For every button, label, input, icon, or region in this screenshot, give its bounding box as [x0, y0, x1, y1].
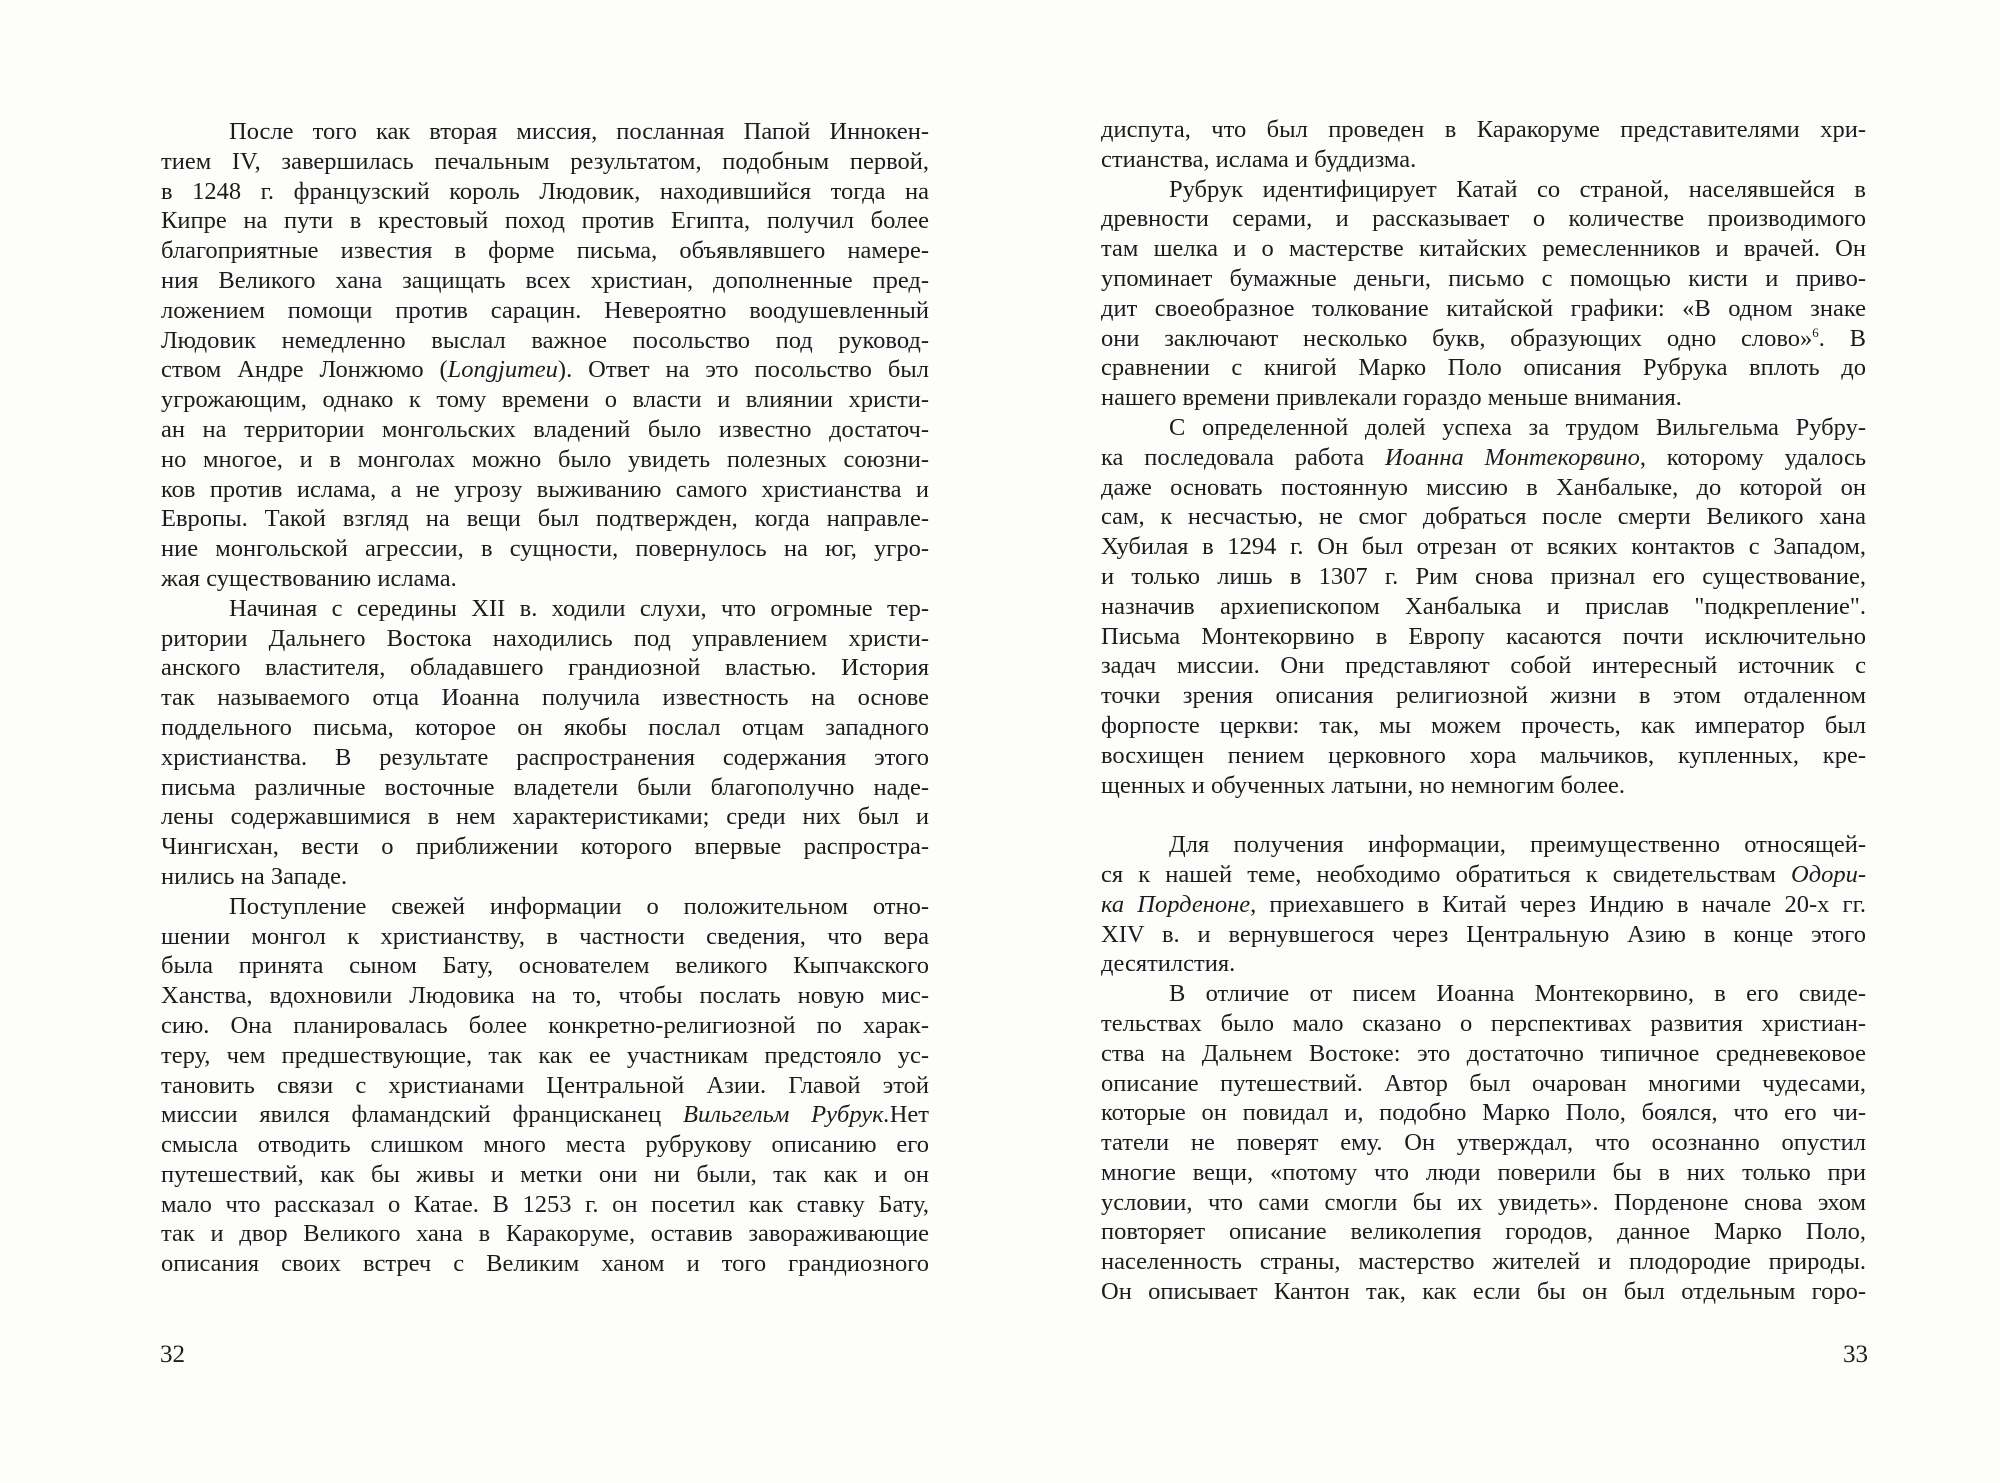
text-line: [161, 147, 929, 177]
text-run: Европы. Такой взгляд на вещи был подтвержден, когда направле-: [161, 505, 929, 533]
text-line: [161, 743, 929, 773]
text-run: описание путешествий. Автор был очарован многими чудесами,: [1101, 1069, 1866, 1097]
text-run: ние монгольской агрессии, в сущности, повернулось на юг, угро-: [161, 535, 929, 563]
text-line: [161, 951, 929, 981]
text-run: которые он повидал и, подобно Марко Поло, боялся, что его чи-: [1101, 1099, 1866, 1127]
text-run: нашего времени привлекали гораздо меньше внимания.: [1101, 384, 1682, 412]
text-line: [161, 385, 929, 415]
text-run: шении монгол к христианству, в частности сведения, что вера: [161, 922, 929, 950]
italic-name: Вильгельм Рубрук.: [683, 1101, 890, 1129]
text-line: [161, 653, 929, 683]
text-run: мало что рассказал о Катае. В 1253 г. он посетил как ставку Бату,: [161, 1190, 929, 1218]
text-line: [1101, 920, 1866, 950]
text-run: так и двор Великого хана в Каракоруме, оставив завораживающие: [161, 1220, 929, 1248]
text-run: Чингисхан, вести о приближении которого впервые распростра-: [161, 833, 929, 861]
text-line: [161, 981, 929, 1011]
text-run: ка последовала работа: [1101, 443, 1385, 471]
text-line: [1101, 1069, 1866, 1099]
text-run: , приехавшего в Китай через Индию в начале 20-х гг.: [1250, 890, 1866, 918]
text-line: [161, 355, 929, 385]
text-line: [1101, 502, 1866, 532]
text-run: После того как вторая миссия, посланная Папой Иннокен-: [229, 118, 929, 145]
text-run: Ханства, вдохновили Людовика на то, чтобы послать новую мис-: [161, 982, 929, 1010]
text-run: точки зрения описания религиозной жизни в этом отдаленном: [1101, 682, 1866, 710]
text-run: жая существованию ислама.: [161, 564, 457, 592]
text-line: [1101, 1158, 1866, 1188]
text-line: [1101, 145, 1866, 175]
text-line: [161, 177, 929, 207]
italic-name: Одори-: [1791, 860, 1866, 888]
text-line: [1101, 204, 1866, 234]
text-run: многие вещи, «потому что люди поверили бы в них только при: [1101, 1158, 1866, 1186]
text-line: [1101, 264, 1866, 294]
text-run: повторяет описание великолепия городов, данное Марко Поло,: [1101, 1218, 1866, 1246]
text-line: [161, 534, 929, 564]
text-run: назначив архиепископом Ханбалыка и прислав "подкрепление".: [1101, 592, 1866, 620]
text-run: дит своеобразное толкование китайской графики: «В одном знаке: [1101, 294, 1866, 322]
text-run: Начиная с середины XII в. ходили слухи, что огромные тер-: [229, 594, 929, 622]
text-line: [161, 862, 929, 892]
text-line: [1101, 562, 1866, 592]
text-run: татели не поверят ему. Он утверждал, что осознанно опустил: [1101, 1129, 1866, 1157]
text-run: С определенной долей успеха за трудом Вильгельма Рубру-: [1169, 413, 1866, 441]
text-run: поддельного письма, которое он якобы послал отцам западного: [161, 713, 929, 741]
text-line: [1101, 949, 1866, 979]
text-line: [1101, 651, 1866, 681]
text-run: теру, чем предшествующие, так как ее участникам предстояло ус-: [161, 1041, 929, 1069]
text-line: [1101, 1039, 1866, 1069]
text-run: была принята сыном Бату, основателем великого Кыпчакского: [161, 952, 929, 980]
text-run: они заключают несколько букв, образующих одно слово»: [1101, 324, 1813, 352]
text-run: ся к нашей теме, необходимо обратиться к свидетельствам: [1101, 860, 1791, 888]
text-run: ния Великого хана защищать всех христиан, дополненные пред-: [161, 266, 929, 294]
text-run: письма различные восточные владетели были благополучно наде-: [161, 773, 929, 801]
text-line: [1101, 1128, 1866, 1158]
text-line: [161, 594, 929, 624]
text-line: [1101, 383, 1866, 413]
text-run: сравнении с книгой Марко Поло описания Рубрука вплоть до: [1101, 354, 1866, 382]
text-run: древности серами, и рассказывает о количестве производимого: [1101, 205, 1866, 233]
text-line: [1101, 1217, 1866, 1247]
text-run: стианства, ислама и буддизма.: [1101, 145, 1417, 173]
text-line: [1101, 473, 1866, 503]
text-run: угрожающим, однако к тому времени о власти и влиянии христи-: [161, 386, 929, 414]
text-line: [161, 624, 929, 654]
text-line: [161, 475, 929, 505]
text-line: [161, 892, 929, 922]
italic-name: Longjumeu: [447, 356, 558, 384]
text-run: тановить связи с христианами Центральной Азии. Главой этой: [161, 1071, 929, 1099]
text-line: [161, 415, 929, 445]
text-run: тельствах было мало сказано о перспективах развития христиан-: [1101, 1009, 1866, 1037]
text-line: [161, 236, 929, 266]
text-run: ложением помощи против сарацин. Невероятно воодушевленный: [161, 296, 929, 324]
text-run: восхищен пением церковного хора мальчиков, купленных, кре-: [1101, 741, 1866, 769]
page-number-right: 33: [1843, 1341, 1868, 1368]
italic-name: Иоанна Монтекорвино: [1384, 443, 1640, 471]
text-line: [1101, 592, 1866, 622]
paragraph-gap: [1101, 800, 1866, 830]
text-line: [1101, 1009, 1866, 1039]
text-line: [1101, 234, 1866, 264]
text-line: [161, 266, 929, 296]
text-line: [161, 504, 929, 534]
italic-name: ка Порденоне: [1101, 890, 1251, 918]
text-line: [161, 802, 929, 832]
text-line: [161, 296, 929, 326]
text-run: описания своих встреч с Великим ханом и того грандиозного: [161, 1250, 929, 1278]
text-line: [161, 445, 929, 475]
text-line: [1101, 771, 1866, 801]
text-line: [1101, 622, 1866, 652]
text-line: [1101, 1098, 1866, 1128]
text-line: [161, 1011, 929, 1041]
text-line: [1101, 115, 1866, 145]
text-run: нились на Западе.: [161, 862, 348, 890]
footnote-marker: 6: [1812, 324, 1819, 340]
text-run: Рубрук идентифицирует Катай со страной, населявшейся в: [1169, 175, 1866, 203]
text-run: задач миссии. Они представляют собой интересный источник с: [1101, 652, 1866, 680]
text-run: христианства. В результате распространения содержания этого: [161, 743, 929, 771]
text-line: [1101, 979, 1866, 1009]
text-line: [161, 1219, 929, 1249]
text-line: [161, 117, 929, 147]
left-page-text: [161, 117, 929, 1279]
text-run: лены содержавшимися в нем характеристиками; среди них был и: [161, 803, 929, 831]
text-run: Он описывает Кантон так, как если бы он был отдельным горо-: [1101, 1278, 1866, 1306]
text-run: благоприятные известия в форме письма, объявлявшего намере-: [161, 237, 929, 265]
text-line: [1101, 532, 1866, 562]
text-line: [1101, 294, 1866, 324]
text-run: В отличие от писем Иоанна Монтекорвино, в его свиде-: [1169, 980, 1866, 1008]
text-line: [161, 1041, 929, 1071]
text-run: диспута, что был проведен в Каракоруме представителями хри-: [1101, 116, 1866, 143]
text-run: ). Ответ на это посольство был: [557, 356, 929, 384]
text-run: десятилстия.: [1101, 950, 1236, 978]
text-run: Поступление свежей информации о положительном отно-: [229, 892, 929, 920]
text-run: щенных и обученных латыни, но немногим более.: [1101, 771, 1626, 799]
text-run: упоминает бумажные деньги, письмо с помощью кисти и приво-: [1101, 264, 1866, 292]
text-run: ан на территории монгольских владений было известно достаточ-: [161, 415, 929, 443]
text-run: Хубилая в 1294 г. Он был отрезан от всяких контактов с Западом,: [1101, 533, 1866, 561]
text-line: [1101, 443, 1866, 473]
text-line: [161, 1100, 929, 1130]
text-run: Людовик немедленно выслал важное посольство под руковод-: [161, 326, 929, 354]
text-line: [161, 1160, 929, 1190]
text-run: ритории Дальнего Востока находились под управлением христи-: [161, 624, 929, 652]
text-line: [161, 564, 929, 594]
text-run: сам, к несчастью, не смог добраться после смерти Великого хана: [1101, 503, 1866, 531]
text-run: смысла отводить слишком много места рубрукову описанию его: [161, 1131, 929, 1159]
text-run: путешествий, как бы живы и метки они ни были, так как и он: [161, 1160, 929, 1188]
text-run: условии, что сами смогли бы их увидеть». Порденоне снова эхом: [1101, 1188, 1866, 1216]
text-run: тием IV, завершилась печальным результатом, подобным первой,: [161, 147, 929, 175]
right-page-text: [1101, 115, 1866, 1307]
text-run: Для получения информации, преимущественно относящей-: [1169, 831, 1866, 859]
text-run: ством Андре Лонжюмо (: [161, 356, 448, 384]
text-run: анского властителя, обладавшего грандиозной властью. История: [161, 654, 929, 682]
text-line: [161, 922, 929, 952]
text-line: [161, 1071, 929, 1101]
text-run: населенность страны, мастерство жителей и плодородие природы.: [1101, 1248, 1866, 1276]
text-line: [161, 832, 929, 862]
text-run: ства на Дальнем Востоке: это достаточно типичное средневековое: [1101, 1039, 1866, 1067]
text-line: [161, 326, 929, 356]
text-line: [1101, 830, 1866, 860]
text-line: [161, 1130, 929, 1160]
text-run: и только лишь в 1307 г. Рим снова признал его существование,: [1101, 562, 1866, 590]
text-line: [161, 773, 929, 803]
text-line: [1101, 353, 1866, 383]
text-line: [1101, 890, 1866, 920]
text-run: так называемого отца Иоанна получила известность на основе: [161, 684, 929, 712]
text-line: [1101, 860, 1866, 890]
text-line: [1101, 681, 1866, 711]
text-line: [1101, 741, 1866, 771]
text-line: [161, 713, 929, 743]
text-run: Кипре на пути в крестовый поход против Египта, получил более: [161, 207, 929, 235]
text-run: миссии явился фламандский францисканец: [161, 1101, 684, 1129]
text-line: [1101, 1188, 1866, 1218]
text-line: [1101, 175, 1866, 205]
page-number-left: 32: [160, 1341, 185, 1368]
text-line: [1101, 324, 1866, 354]
text-run: в 1248 г. французский король Людовик, находившийся тогда на: [161, 177, 929, 205]
text-line: [161, 683, 929, 713]
text-line: [161, 206, 929, 236]
text-line: [1101, 413, 1866, 443]
text-line: [161, 1249, 929, 1279]
text-run: но многое, и в монголах можно было увидеть полезных союзни-: [161, 445, 929, 473]
text-run: . В: [1818, 324, 1866, 352]
text-run: XIV в. и вернувшегося через Центральную Азию в конце этого: [1101, 920, 1866, 948]
text-run: форпосте церкви: так, мы можем прочесть, как император был: [1101, 711, 1866, 739]
text-run: сию. Она планировалась более конкретно-религиозной по харак-: [161, 1011, 929, 1039]
text-run: Письма Монтекорвино в Европу касаются почти исключительно: [1101, 622, 1866, 650]
text-run: Нет: [889, 1101, 929, 1129]
text-line: [1101, 1247, 1866, 1277]
text-run: , которому удалось: [1639, 443, 1866, 471]
text-run: там шелка и о мастерстве китайских ремесленников и врачей. Он: [1101, 235, 1866, 263]
text-run: ков против ислама, а не угрозу выживанию самого христианства и: [161, 475, 929, 503]
text-line: [1101, 711, 1866, 741]
text-run: даже основать постоянную миссию в Ханбалыке, до которой он: [1101, 473, 1866, 501]
text-line: [1101, 1277, 1866, 1307]
text-line: [161, 1190, 929, 1220]
